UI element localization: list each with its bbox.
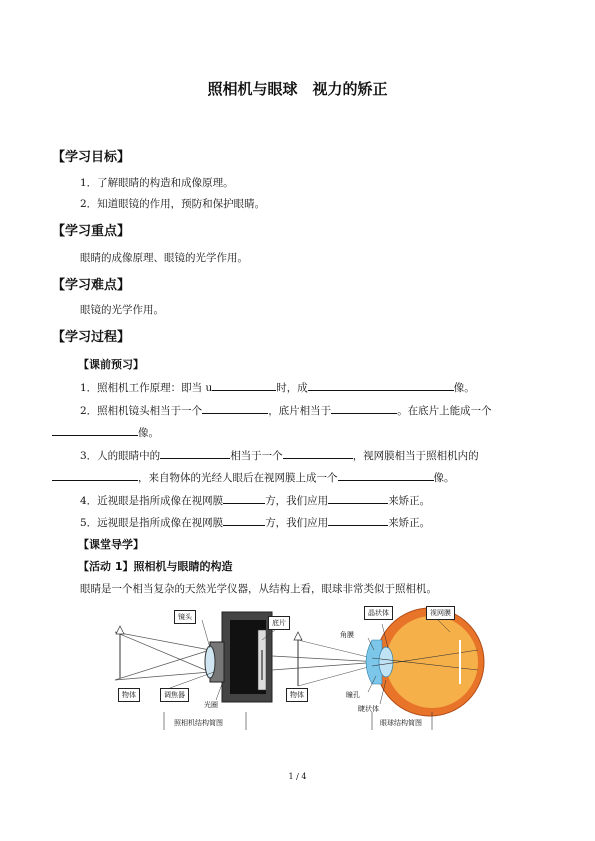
- eye-object-arrowhead: [294, 632, 302, 640]
- label-camera-object: 物体: [118, 688, 140, 702]
- label-eye-retina: 视网膜: [426, 606, 455, 620]
- q4-blank-1[interactable]: [223, 492, 265, 504]
- eye-caption: 眼球结构简图: [380, 719, 422, 727]
- q5-text-b: 方，我们应用: [265, 517, 329, 529]
- label-eye-object: 物体: [286, 688, 308, 702]
- q2-blank-2[interactable]: [331, 402, 397, 414]
- page-title: 照相机与眼球 视力的矫正: [207, 80, 388, 98]
- preview-q3-line2: [52, 469, 455, 485]
- preview-heading: 【课前预习】: [78, 358, 144, 371]
- q5-text-c: 来矫正。: [388, 517, 431, 529]
- camera-object-arrowhead: [116, 626, 124, 634]
- key-points-heading: 【学习重点】: [52, 224, 131, 239]
- preview-q3-line1: [80, 447, 479, 463]
- q2-text-b: ，底片相当于: [268, 405, 332, 417]
- q3-blank-2[interactable]: [283, 447, 353, 459]
- middle-ray-1: [272, 656, 380, 662]
- page-number: 1 / 4: [288, 772, 307, 781]
- q3-text-a: 3．人的眼睛中的: [80, 450, 161, 462]
- q1-blank-1[interactable]: [212, 379, 276, 391]
- preview-q4: [80, 492, 430, 508]
- q2-text-a: 2．照相机镜头相当于一个: [80, 405, 203, 417]
- goals-heading: 【学习目标】: [52, 150, 131, 165]
- q3-blank-4[interactable]: [338, 469, 434, 481]
- label-eye-ciliary: 睫状体: [358, 705, 379, 713]
- q3-text-d: ，来自物体的光经人眼后在视网膜上成一个: [138, 472, 338, 484]
- q3-blank-1[interactable]: [160, 447, 230, 459]
- camera-ray-3: [115, 650, 210, 680]
- q3-text-b: 相当于一个: [230, 450, 283, 462]
- q5-blank-1[interactable]: [223, 514, 265, 526]
- middle-ray-2: [272, 662, 380, 670]
- q1-blank-2[interactable]: [308, 379, 454, 391]
- q5-blank-2[interactable]: [328, 514, 388, 526]
- label-camera-lens: 镜头: [174, 610, 196, 624]
- eye-lens: [379, 647, 393, 677]
- goal-item-1: 1．了解眼睛的构造和成像原理。: [80, 177, 234, 189]
- q4-blank-2[interactable]: [328, 492, 388, 504]
- label-camera-aperture: 光圈: [204, 701, 218, 709]
- label-eye-cornea: 角膜: [340, 631, 354, 639]
- q4-text-c: 来矫正。: [388, 495, 431, 507]
- preview-q5: [80, 514, 430, 530]
- q4-text-b: 方，我们应用: [265, 495, 329, 507]
- q3-blank-3[interactable]: [52, 469, 138, 481]
- camera-ray-2: [115, 632, 210, 672]
- activity1-heading: 【活动 1】照相机与眼睛的构造: [78, 560, 233, 573]
- q1-text-b: 时，成: [276, 382, 308, 394]
- eye-ray-1: [298, 640, 372, 658]
- guide-heading: 【课堂导学】: [78, 538, 144, 551]
- difficulty-heading: 【学习难点】: [52, 278, 131, 293]
- difficulty-text: 眼镜的光学作用。: [80, 304, 164, 316]
- label-eye-pupil: 瞳孔: [346, 691, 360, 699]
- process-heading: 【学习过程】: [52, 330, 131, 345]
- activity1-intro: 眼睛是一个相当复杂的天然光学仪器，从结构上看，眼球非常类似于照相机。: [80, 583, 437, 595]
- camera-eye-figure: [110, 600, 500, 750]
- camera-ray-1: [115, 632, 210, 650]
- preview-q2-line1: [80, 402, 492, 418]
- preview-q1: [80, 379, 475, 395]
- q4-text-a: 4．近视眼是指所成像在视网膜: [80, 495, 224, 507]
- q2-blank-3[interactable]: [52, 424, 138, 436]
- q3-text-c: ，视网膜相当于照相机内的: [352, 450, 479, 462]
- q2-text-d: 像。: [138, 427, 159, 439]
- q2-blank-1[interactable]: [202, 402, 268, 414]
- eye-ray-2: [298, 666, 372, 686]
- q5-text-a: 5．远视眼是指所成像在视网膜: [80, 517, 224, 529]
- label-eye-lens: 晶状体: [364, 606, 393, 620]
- figure-drawing: [110, 600, 500, 750]
- q2-text-c: 。在底片上能成一个: [397, 405, 492, 417]
- goal-item-2: 2．知道眼镜的作用，预防和保护眼睛。: [80, 198, 266, 210]
- label-camera-aperture-ring: 调焦器: [160, 688, 189, 702]
- label-camera-film: 底片: [268, 616, 290, 630]
- q1-text-c: 像。: [453, 382, 475, 394]
- key-points-text: 眼睛的成像原理、眼镜的光学作用。: [80, 252, 248, 264]
- camera-caption: 照相机结构简图: [174, 719, 223, 727]
- q3-text-e: 像。: [433, 472, 455, 484]
- q1-text-a: 1．照相机工作原理：即当 u: [80, 382, 213, 394]
- preview-q2-line2: [52, 424, 159, 440]
